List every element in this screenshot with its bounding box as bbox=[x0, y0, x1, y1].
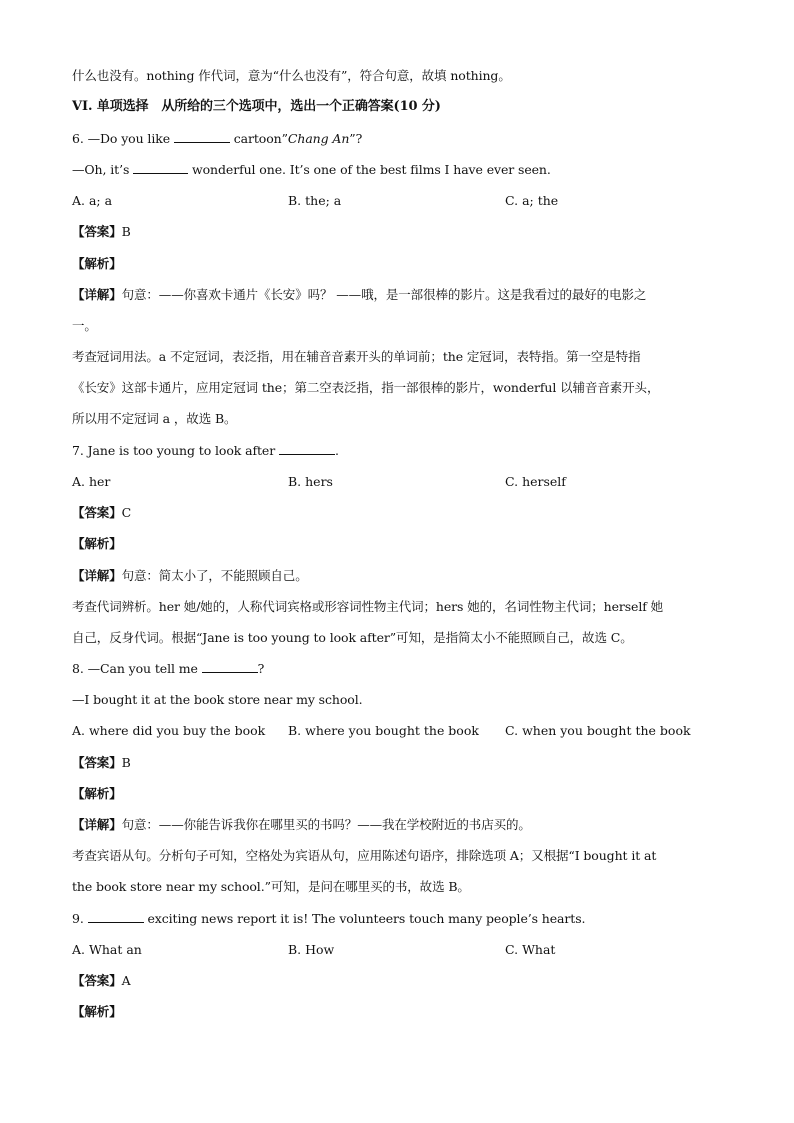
answer-blank bbox=[88, 910, 144, 923]
q7-answer bbox=[72, 504, 131, 522]
q6-detail-line-1 bbox=[72, 286, 646, 304]
answer-blank bbox=[174, 130, 230, 143]
q7-explain-line-1: 考查代词辨析。her 她/她的，人称代词宾格或形容词性物主代词；hers 她的，名词性物主代词；herself 她 bbox=[72, 599, 664, 614]
q7-stem-part-b: . bbox=[334, 443, 339, 458]
q8-explain-line-2: the book store near my school.”可知，是问在哪里买的书，故选 B。 bbox=[72, 879, 470, 894]
q8-option-b: B. where you bought the book bbox=[288, 723, 479, 738]
q6-option-a: A. a; a bbox=[72, 193, 113, 208]
detail-label: 【详解】 bbox=[72, 287, 122, 302]
q9-stem-part-a: 9. bbox=[72, 911, 88, 926]
question-8-stem bbox=[72, 660, 264, 678]
q7-option-c: C. herself bbox=[505, 474, 566, 489]
q6-answer bbox=[72, 223, 131, 241]
analysis-label: 【解析】 bbox=[72, 256, 122, 271]
q7-explain-line-2: 自己，反身代词。根据“Jane is too young to look after”可知，是指简太小不能照顾自己，故选 C。 bbox=[72, 630, 633, 645]
answer-blank bbox=[133, 161, 188, 174]
q6-stem-part-a: 6. —Do you like bbox=[72, 131, 174, 146]
q9-option-c: C. What bbox=[505, 942, 556, 957]
q6-line2-part-b: wonderful one. It’s one of the best films I have ever seen. bbox=[188, 162, 551, 177]
answer-label: 【答案】 bbox=[72, 224, 122, 239]
q8-detail-line-1 bbox=[72, 816, 531, 834]
question-8-line2: —I bought it at the book store near my school. bbox=[72, 692, 363, 707]
q7-detail-line-1 bbox=[72, 567, 308, 585]
q8-analysis-label bbox=[72, 785, 122, 803]
q8-answer bbox=[72, 754, 131, 772]
q6-option-c: C. a; the bbox=[505, 193, 559, 208]
q9-option-a: A. What an bbox=[72, 942, 142, 957]
question-9-stem bbox=[72, 910, 585, 928]
detail-label: 【详解】 bbox=[72, 817, 122, 832]
q7-analysis-label bbox=[72, 535, 122, 553]
q8-stem-part-b: ? bbox=[257, 661, 265, 676]
q8-option-a: A. where did you buy the book bbox=[72, 723, 266, 738]
q8-explain-line-1: 考查宾语从句。分析句子可知，空格处为宾语从句，应用陈述句语序，排除选项 A；又根据“I bought it at bbox=[72, 848, 657, 863]
q9-stem-part-b: exciting news report it is! The volunteers touch many people’s hearts. bbox=[143, 911, 586, 926]
q6-answer-value: B bbox=[121, 224, 131, 239]
q6-stem-part-c: ”? bbox=[349, 131, 363, 146]
q9-answer-value: A bbox=[121, 973, 131, 988]
q9-analysis-label bbox=[72, 1003, 122, 1021]
q6-option-b: B. the; a bbox=[288, 193, 342, 208]
question-6-stem bbox=[72, 130, 362, 148]
q8-stem-part-a: 8. —Can you tell me bbox=[72, 661, 202, 676]
q6-detail-line-2: 一。 bbox=[72, 318, 97, 333]
q8-detail-text-1: 句意：——你能告诉我你在哪里买的书吗？——我在学校附近的书店买的。 bbox=[121, 817, 531, 832]
q9-option-b: B. How bbox=[288, 942, 335, 957]
q8-option-c: C. when you bought the book bbox=[505, 723, 691, 738]
q6-explain-line-1: 考查冠词用法。a 不定冠词，表泛指，用在辅音音素开头的单词前；the 定冠词，表特指。第一空是特指 bbox=[72, 349, 641, 364]
q9-answer bbox=[72, 972, 131, 990]
intro-text: 什么也没有。nothing 作代词，意为“什么也没有”，符合句意，故填 nothing。 bbox=[72, 68, 511, 83]
question-6-line2 bbox=[72, 161, 551, 179]
section-title: VI. 单项选择 从所给的三个选项中，选出一个正确答案(10 分) bbox=[72, 99, 441, 114]
q7-option-a: A. her bbox=[72, 474, 111, 489]
q7-stem-part-a: 7. Jane is too young to look after bbox=[72, 443, 279, 458]
answer-label: 【答案】 bbox=[72, 505, 122, 520]
answer-label: 【答案】 bbox=[72, 973, 122, 988]
q7-detail-text-1: 句意：简太小了，不能照顾自己。 bbox=[121, 568, 308, 583]
analysis-label: 【解析】 bbox=[72, 1004, 122, 1019]
question-7-stem bbox=[72, 442, 339, 460]
answer-blank bbox=[279, 442, 335, 455]
q6-line2-part-a: —Oh, it’s bbox=[72, 162, 134, 177]
q6-stem-title: Chang An bbox=[287, 131, 350, 146]
q6-analysis-label bbox=[72, 255, 122, 273]
detail-label: 【详解】 bbox=[72, 568, 122, 583]
q6-explain-line-3: 所以用不定冠词 a ，故选 B。 bbox=[72, 411, 237, 426]
q6-detail-text-1: 句意：——你喜欢卡通片《长安》吗？ ——哦，是一部很棒的影片。这是我看过的最好的电影之 bbox=[121, 287, 647, 302]
q7-option-b: B. hers bbox=[288, 474, 333, 489]
q7-answer-value: C bbox=[121, 505, 132, 520]
answer-label: 【答案】 bbox=[72, 755, 122, 770]
analysis-label: 【解析】 bbox=[72, 536, 122, 551]
analysis-label: 【解析】 bbox=[72, 786, 122, 801]
q8-answer-value: B bbox=[121, 755, 131, 770]
answer-blank bbox=[202, 660, 258, 673]
q6-stem-part-b: cartoon” bbox=[229, 131, 288, 146]
q6-explain-line-2: 《长安》这部卡通片，应用定冠词 the；第二空表泛指，指一部很棒的影片，wonderful 以辅音音素开头， bbox=[72, 380, 660, 395]
